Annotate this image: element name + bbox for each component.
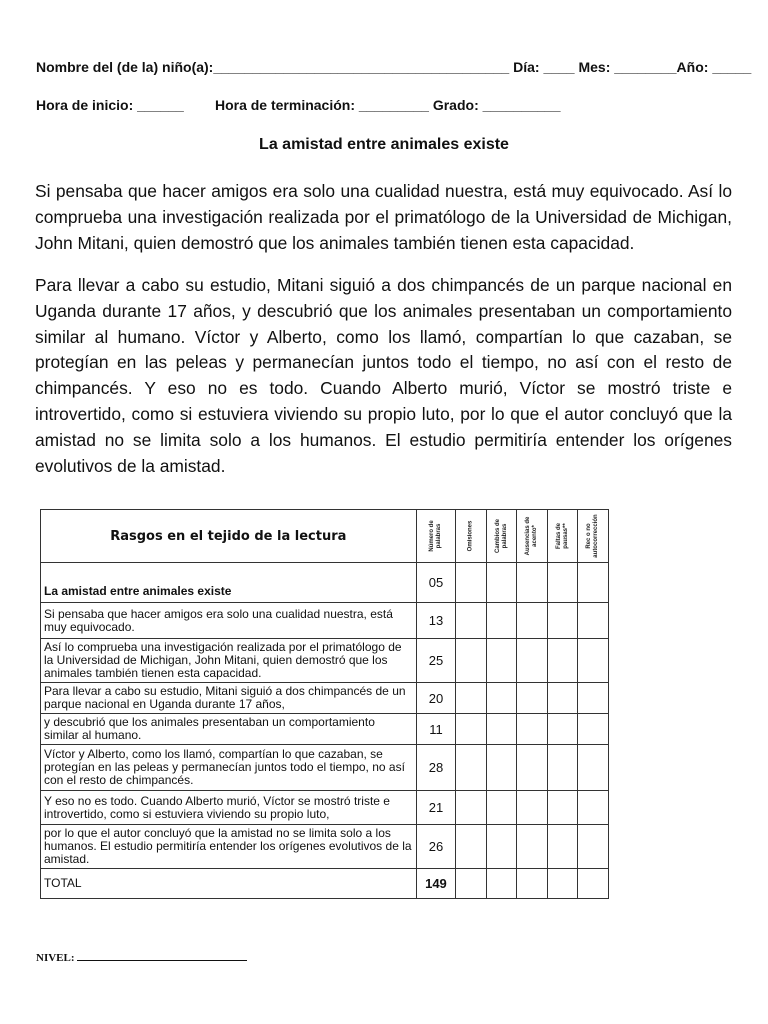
nivel-field bbox=[36, 951, 247, 964]
reading-title: La amistad entre animales existe bbox=[259, 136, 509, 153]
nivel-blank-line[interactable] bbox=[77, 951, 247, 961]
header-missing-pauses: Faltas de pausas** bbox=[547, 510, 578, 563]
table-row: Víctor y Alberto, como los llamó, compartían lo que cazaban, se protegían en las peleas y permanecían juntos todo el tiempo, no así con el resto de chimpancés. 28 bbox=[41, 745, 609, 791]
nivel-label: NIVEL: bbox=[36, 952, 75, 964]
header-omissions: Omisiones bbox=[456, 510, 487, 563]
header-word-count: Número de palabras bbox=[416, 510, 456, 563]
table-row: Así lo comprueba una investigación realizada por el primatólogo de la Universidad de Michigan, John Mitani, quien demostró que los animales también tienen esta capacidad. 25 bbox=[41, 639, 609, 683]
table-row: por lo que el autor concluyó que la amistad no se limita solo a los humanos. El estudio permitiría entender los orígenes evolutivos de la amistad. 26 bbox=[41, 825, 609, 869]
table-row: Para llevar a cabo su estudio, Mitani siguió a dos chimpancés de un parque nacional en Uganda durante 17 años, 20 bbox=[41, 683, 609, 714]
table-row: Y eso no es todo. Cuando Alberto murió, Víctor se mostró triste e introvertido, como si estuviera viviendo su propio luto, 21 bbox=[41, 791, 609, 825]
paragraph-2: Para llevar a cabo su estudio, Mitani siguió a dos chimpancés de un parque nacional en Uganda durante 17 años, y descubrió que los animales presentaban un comportamiento similar al humano. Víctor y Alberto, como los llamó, compartían lo que cazaban, se protegían en las peleas y permanecían juntos todo el tiempo, no así con el resto de chimpancés. Y eso no es todo. Cuando Alberto murió, Víctor se mostró triste e introvertido, como si estuviera viviendo su propio luto, por lo que el autor concluyó que la amistad no se limita solo a los humanos. El estudio permitiría entender los orígenes evolutivos de la amistad. bbox=[35, 275, 732, 476]
student-info-line: Nombre del (de la) niño(a):______________________________________ Día: ____ Mes: ________Año: _____ bbox=[36, 59, 752, 75]
table-total-row: TOTAL 149 bbox=[41, 869, 609, 899]
table-header-row bbox=[41, 510, 609, 563]
table-title: Rasgos en el tejido de la lectura bbox=[41, 510, 417, 563]
table-row: La amistad entre animales existe 05 bbox=[41, 563, 609, 603]
table-row: Si pensaba que hacer amigos era solo una cualidad nuestra, está muy equivocado. 13 bbox=[41, 603, 609, 639]
header-missing-accents: Ausencias de acento* bbox=[517, 510, 548, 563]
time-grade-line: Hora de inicio: ______ Hora de terminación: _________ Grado: __________ bbox=[36, 97, 561, 113]
reading-traits-table bbox=[40, 509, 609, 899]
header-self-correction: Rec o no autocorrección bbox=[578, 510, 609, 563]
header-word-changes: Cambios de palabras bbox=[486, 510, 517, 563]
table-row: y descubrió que los animales presentaban un comportamiento similar al humano. 11 bbox=[41, 714, 609, 745]
paragraph-1: Si pensaba que hacer amigos era solo una cualidad nuestra, está muy equivocado. Así lo comprueba una investigación realizada por el primatólogo de la Universidad de Michigan, John Mitani, quien demostró que los animales también tienen esta capacidad. bbox=[35, 181, 732, 253]
